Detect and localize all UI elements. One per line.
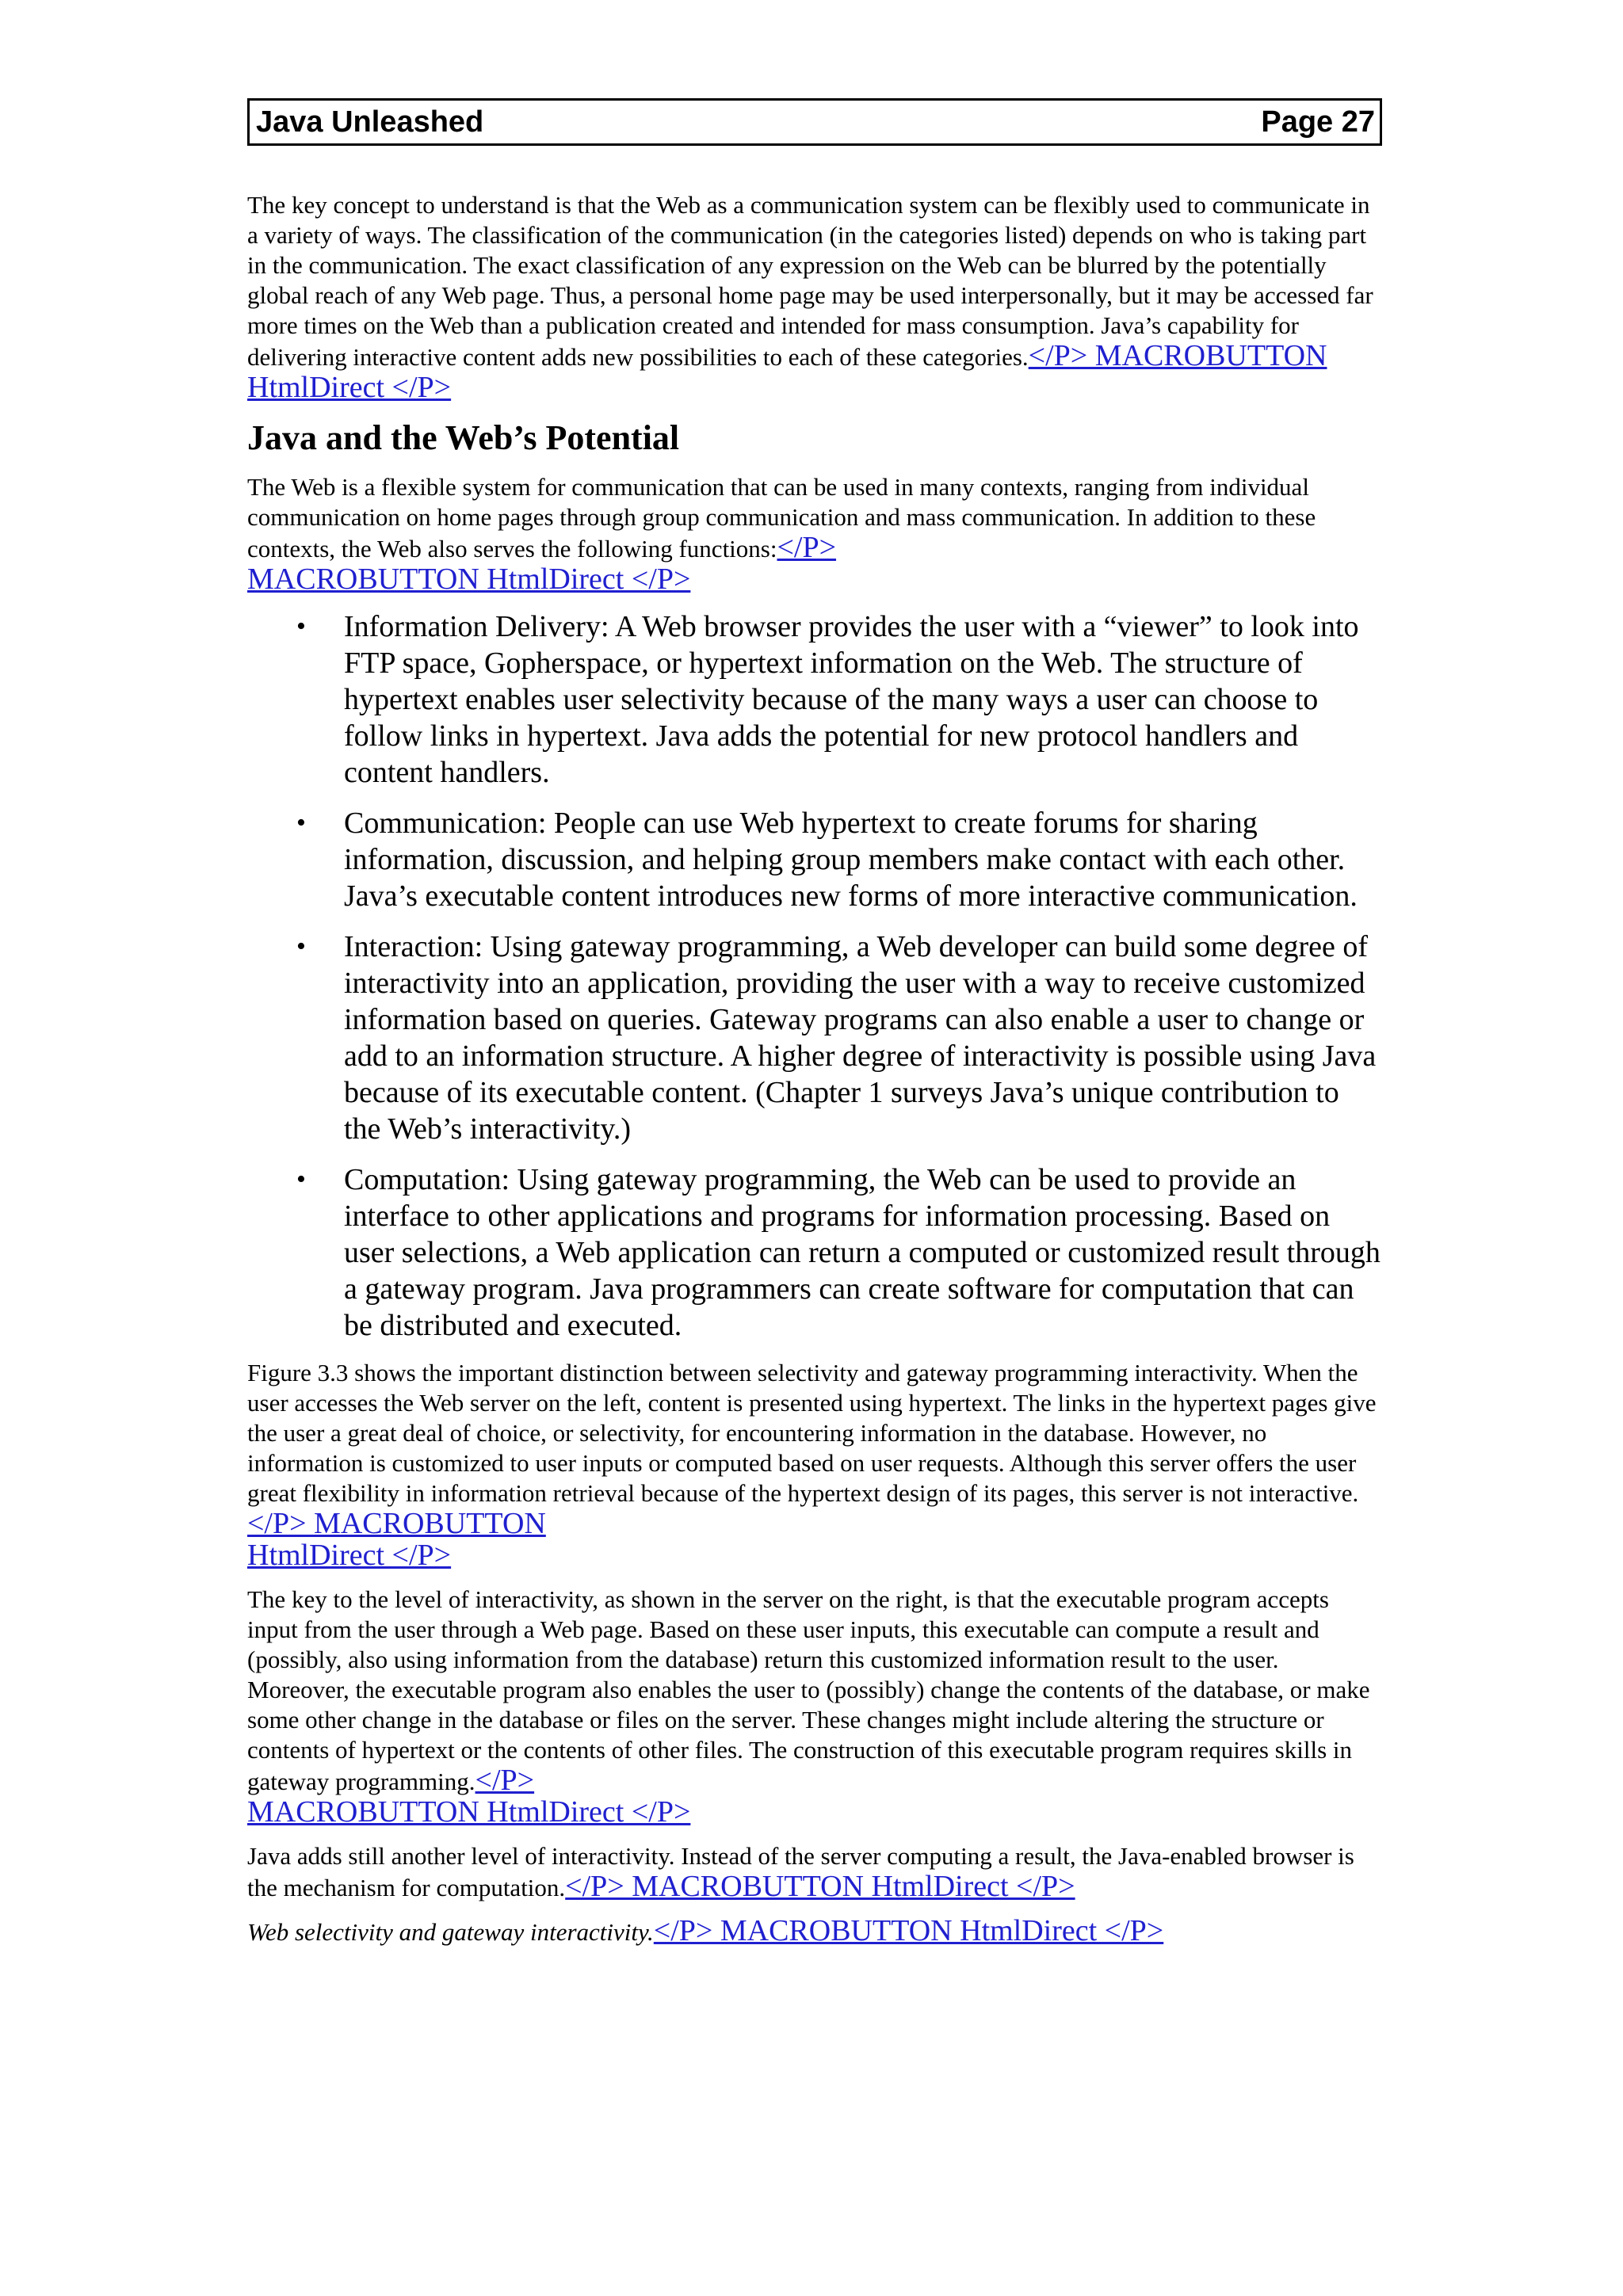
list-item-text: Communication: People can use Web hypertext to create forums for sharing information, discussion, and helping group members make contact with each other. Java’s executable content introduces new forms of more interactive communication. xyxy=(344,807,1358,913)
book-title: Java Unleashed xyxy=(256,105,484,139)
document-page xyxy=(247,98,1382,1947)
web-functions-list xyxy=(247,608,1382,1344)
paragraph-text: The key concept to understand is that the Web as a communication system can be flexibly used to communicate in a variety of ways. The classification of the communication (in the categories listed) depends on who is taking part in the communication. The exact classification of any expression on the Web can be blurred by the potentially global reach of any Web page. Thus, a personal home page may be used interpersonally, but it may be accessed far more times on the Web than a publication created and intended for mass consumption. Java’s capability for delivering interactive content adds new possibilities to each of these categories. xyxy=(247,191,1373,371)
paragraph-text: The key to the level of interactivity, as shown in the server on the right, is that the executable program accepts input from the user through a Web page. Based on these user inputs, this executable can compute a result and (possibly, also using information from the database) return this customized information result to the user. Moreover, the executable program also enables the user to (possibly) change the contents of the database, or make some other change in the database or files on the server. These changes might include altering the structure or contents of hypertext or the contents of other files. The construction of this executable program requires skills in gateway programming. xyxy=(247,1585,1370,1795)
bullet-icon: • xyxy=(296,1165,306,1194)
paragraph-text: Figure 3.3 shows the important distinction between selectivity and gateway programming interactivity. When the user accesses the Web server on the left, content is presented using hypertext. The links in the hypertext pages give the user a great deal of choice, or selectivity, for encountering information in the database. However, no information is customized to user inputs or computed based on user requests. Although this server offers the user great flexibility in information retrieval because of the hypertext design of its pages, this server is not interactive. xyxy=(247,1359,1377,1507)
list-item xyxy=(247,805,1382,914)
list-item-text: Information Delivery: A Web browser provides the user with a “viewer” to look into FTP space, Gopherspace, or hypertext information on the Web. The structure of hypertext enables user selectivity because of the many ways a user can choose to follow links in hypertext. Java adds the potential for new protocol handlers and content handlers. xyxy=(344,610,1359,789)
macrobutton-link[interactable]: HtmlDirect </P> xyxy=(247,1539,452,1572)
macrobutton-tag-link[interactable]: </P> MACROBUTTON xyxy=(247,1507,546,1540)
paragraph-text: The Web is a flexible system for communication that can be used in many contexts, ranging from individual communication on home pages through group communication and mass communication. In addition to these contexts, the Web also serves the following functions: xyxy=(247,473,1316,563)
paragraph-web-communication xyxy=(247,190,1382,404)
page-header xyxy=(247,98,1382,146)
bullet-icon: • xyxy=(296,932,306,961)
macrobutton-link[interactable]: </P> MACROBUTTON HtmlDirect </P> xyxy=(565,1870,1075,1903)
macrobutton-tag-link[interactable]: </P> xyxy=(475,1764,535,1797)
page-content xyxy=(247,190,1382,1947)
macrobutton-link[interactable]: MACROBUTTON HtmlDirect </P> xyxy=(247,563,691,596)
macrobutton-link[interactable]: </P> MACROBUTTON HtmlDirect </P> xyxy=(247,339,1327,404)
paragraph-text: Java adds still another level of interactivity. Instead of the server computing a result, the Java-enabled browser is the mechanism for computation. xyxy=(247,1842,1354,1901)
figure-caption xyxy=(247,1916,1382,1947)
page-number: Page 27 xyxy=(1261,105,1375,139)
paragraph-web-functions xyxy=(247,472,1382,596)
paragraph-java-interactivity xyxy=(247,1841,1382,1903)
list-item xyxy=(247,608,1382,791)
section-heading: Java and the Web’s Potential xyxy=(247,418,680,457)
paragraph-figure-3-3 xyxy=(247,1358,1382,1572)
bullet-icon: • xyxy=(296,612,306,641)
paragraph-interactivity-key xyxy=(247,1585,1382,1829)
macrobutton-tag-link[interactable]: </P> xyxy=(777,531,837,564)
list-item xyxy=(247,929,1382,1147)
list-item xyxy=(247,1161,1382,1344)
bullet-icon: • xyxy=(296,808,306,837)
caption-text: Web selectivity and gateway interactivity. xyxy=(247,1918,654,1946)
macrobutton-link[interactable]: MACROBUTTON HtmlDirect </P> xyxy=(247,1795,691,1829)
list-item-text: Computation: Using gateway programming, the Web can be used to provide an interface to other applications and programs for information processing. Based on user selections, a Web application can return a computed or customized result through a gateway program. Java programmers can create software for computation that can be distributed and executed. xyxy=(344,1163,1381,1342)
list-item-text: Interaction: Using gateway programming, a Web developer can build some degree of interactivity into an application, providing the user with a way to receive customized information based on queries. Gateway programs can also enable a user to change or add to an information structure. A higher degree of interactivity is possible using Java because of its executable content. (Chapter 1 surveys Java’s unique contribution to the Web’s interactivity.) xyxy=(344,930,1377,1146)
macrobutton-link[interactable]: </P> MACROBUTTON HtmlDirect </P> xyxy=(653,1914,1164,1947)
